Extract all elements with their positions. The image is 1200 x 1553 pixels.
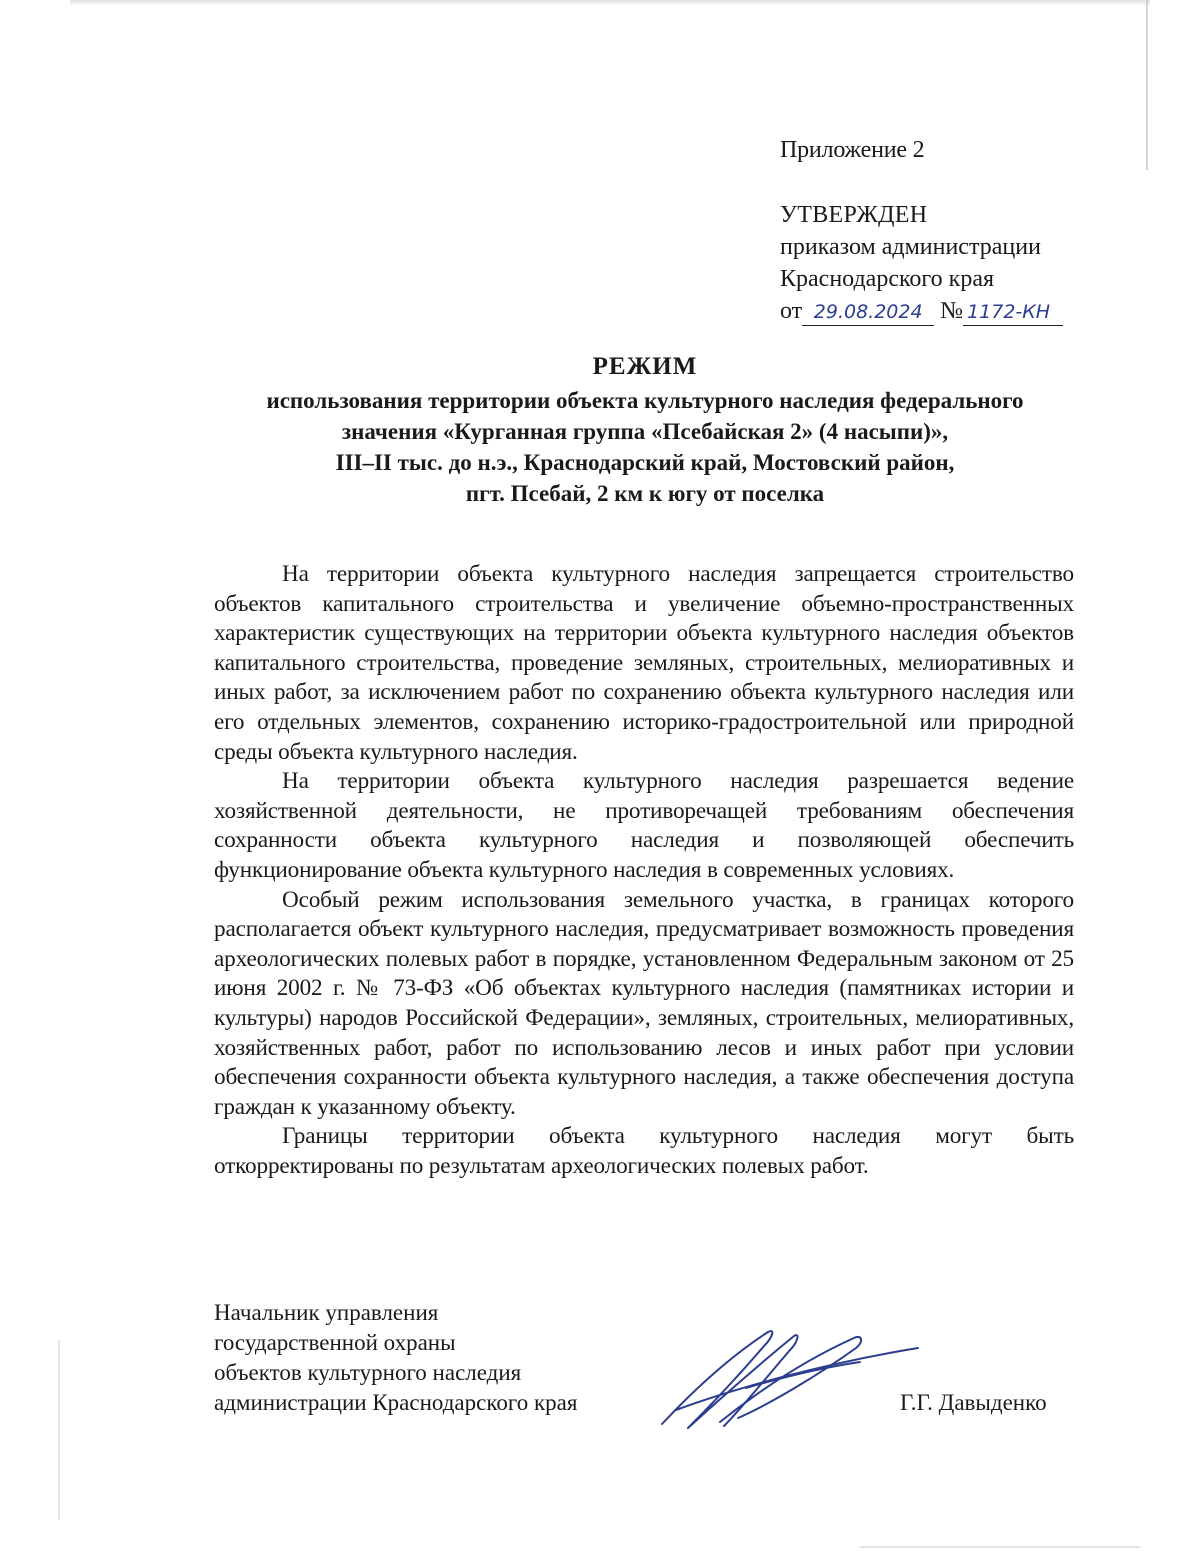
order-date-number-line bbox=[780, 295, 1063, 327]
approved-label: УТВЕРЖДЕН bbox=[780, 202, 928, 228]
body-paragraph: На территории объекта культурного наследия разрешается ведение хозяйственной деятельности, не противоречащей требованиям обеспечения сохранности объекта культурного наследия и позволяющей обеспечить функционирование объекта культурного наследия в современных условиях. bbox=[214, 768, 1074, 883]
signer-position bbox=[214, 1298, 577, 1418]
scan-edge-top bbox=[70, 0, 1150, 6]
scan-edge-bottom bbox=[860, 1546, 1140, 1548]
approved-region-line: Краснодарского края bbox=[780, 266, 995, 292]
title-line-3: III–II тыс. до н.э., Краснодарский край, Мостовский район, bbox=[335, 450, 955, 475]
title-heading: РЕЖИМ bbox=[592, 353, 698, 380]
order-number-handwritten: 1172-КН bbox=[963, 299, 1063, 326]
scan-edge-right bbox=[1146, 0, 1148, 170]
scan-edge-left bbox=[58, 1340, 60, 1520]
number-prefix: № bbox=[940, 298, 964, 324]
order-date-handwritten: 29.08.2024 bbox=[802, 299, 934, 326]
signer-position-line-4: администрации Краснодарского края bbox=[214, 1390, 578, 1415]
appendix-label: Приложение 2 bbox=[780, 137, 925, 163]
handwritten-signature bbox=[650, 1318, 930, 1438]
title-line-1: использования территории объекта культурного наследия федерального bbox=[266, 388, 1024, 413]
signer-name: Г.Г. Давыденко bbox=[900, 1390, 1047, 1415]
signer-position-line-1: Начальник управления bbox=[214, 1300, 439, 1325]
approved-by-line: приказом администрации bbox=[780, 234, 1041, 260]
document-body bbox=[214, 560, 1074, 1181]
title-line-2: значения «Курганная группа «Псебайская 2» (4 насыпи)», bbox=[341, 419, 949, 444]
signer-position-line-2: государственной охраны bbox=[214, 1330, 456, 1355]
approval-stamp-block bbox=[780, 134, 1063, 327]
body-paragraph: Особый режим использования земельного участка, в границах которого располагается объект культурного наследия, предусматривает возможность проведения археологических полевых работ в порядке, установленном Федеральным законом от 25 июня 2002 г. № 73-ФЗ «Об объектах культурного наследия (памятниках истории и культуры) народов Российской Федерации», земляных, строительных, мелиоративных, хозяйственных работ, работ по использованию лесов и иных работ при условии обеспечения сохранности объекта культурного наследия, а также обеспечения доступа граждан к указанному объекту. bbox=[214, 886, 1074, 1120]
date-prefix: от bbox=[780, 298, 803, 324]
document-title bbox=[200, 351, 1090, 509]
signer-position-line-3: объектов культурного наследия bbox=[214, 1360, 522, 1385]
body-paragraph: Границы территории объекта культурного наследия могут быть откорректированы по результатам археологических полевых работ. bbox=[214, 1123, 1074, 1179]
title-line-4: пгт. Псебай, 2 км к югу от поселка bbox=[465, 481, 825, 506]
body-paragraph: На территории объекта культурного наследия запрещается строительство объектов капитального строительства и увеличение объемно-пространственных характеристик существующих на территории объекта культурного наследия объектов капитального строительства, проведение земляных, строительных, мелиоративных и иных работ, за исключением работ по сохранению объекта культурного наследия или его отдельных элементов, сохранению историко-градостроительной или природной среды объекта культурного наследия. bbox=[214, 561, 1074, 765]
